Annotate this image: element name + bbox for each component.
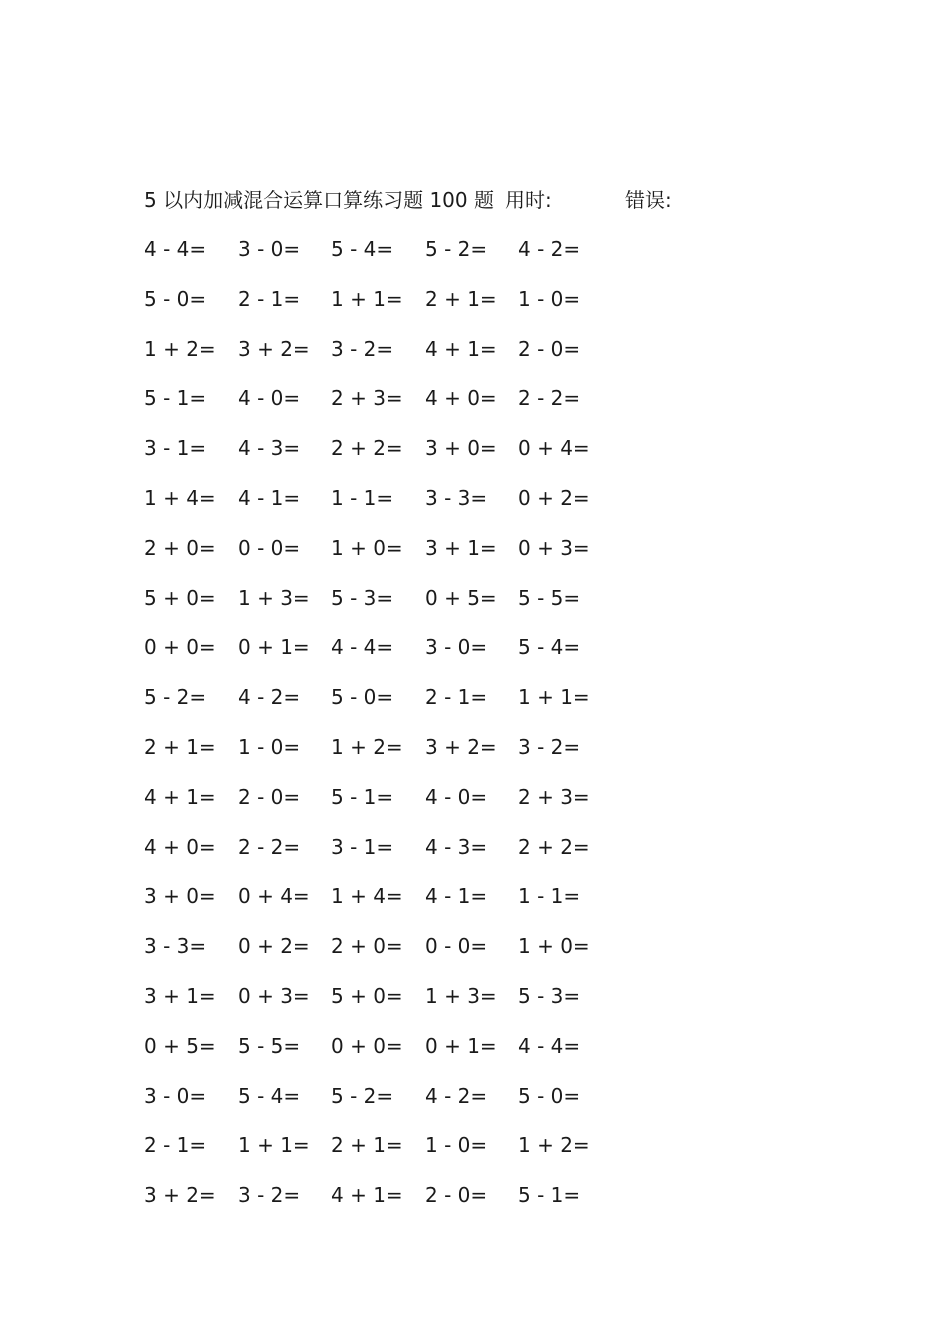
arithmetic-problem: 1 + 1= [518,685,590,710]
arithmetic-problem: 1 - 0= [518,286,581,311]
arithmetic-problem: 2 - 0= [518,336,581,361]
arithmetic-problem: 3 - 1= [331,834,394,859]
arithmetic-problem: 4 - 3= [238,436,301,461]
arithmetic-problem: 0 - 0= [238,535,301,560]
arithmetic-problem: 2 - 1= [238,286,301,311]
arithmetic-problem: 3 - 0= [238,237,301,261]
arithmetic-problem: 1 + 2= [331,734,403,759]
arithmetic-problem: 0 + 5= [144,1033,216,1058]
arithmetic-problem: 0 + 1= [238,635,310,660]
problem-row [144,630,664,680]
arithmetic-problem: 5 - 1= [518,1183,581,1208]
arithmetic-problem: 3 - 0= [144,1083,207,1108]
arithmetic-problem: 1 + 2= [144,336,216,361]
arithmetic-problem: 5 - 0= [518,1083,581,1108]
problem-row [144,232,664,282]
arithmetic-problem: 2 + 1= [331,1133,403,1158]
problem-row [144,481,664,531]
problem-row [144,1079,664,1129]
arithmetic-problem: 2 + 2= [518,834,590,859]
time-label: 用时: [505,188,552,212]
errors-label: 错误: [625,188,672,212]
arithmetic-problem: 1 + 1= [238,1133,310,1158]
arithmetic-problem: 3 - 3= [144,934,207,959]
arithmetic-problem: 0 + 0= [144,635,216,660]
arithmetic-problem: 1 - 1= [331,485,394,510]
arithmetic-problem: 4 - 0= [425,784,488,809]
arithmetic-problem: 5 - 5= [518,585,581,610]
arithmetic-problem: 3 + 0= [144,884,216,909]
arithmetic-problem: 3 + 0= [425,436,497,461]
arithmetic-problem: 3 + 2= [238,336,310,361]
arithmetic-problem: 2 - 0= [238,784,301,809]
arithmetic-problem: 2 + 0= [331,934,403,959]
arithmetic-problem: 5 - 4= [518,635,581,660]
arithmetic-problem: 5 + 0= [331,983,403,1008]
arithmetic-problem: 2 - 1= [425,685,488,710]
arithmetic-problem: 4 + 0= [425,386,497,411]
arithmetic-problem: 1 + 1= [331,286,403,311]
arithmetic-problem: 3 - 2= [518,734,581,759]
arithmetic-problem: 5 - 1= [144,386,207,411]
arithmetic-problem: 5 - 1= [331,784,394,809]
arithmetic-problem: 3 - 2= [331,336,394,361]
arithmetic-problem: 5 - 2= [144,685,207,710]
arithmetic-problem: 5 + 0= [144,585,216,610]
arithmetic-problem: 5 - 5= [238,1033,301,1058]
arithmetic-problem: 3 + 2= [425,734,497,759]
arithmetic-problem: 0 + 3= [518,535,590,560]
arithmetic-problem: 3 - 1= [144,436,207,461]
arithmetic-problem: 2 + 1= [144,734,216,759]
arithmetic-problem: 2 - 2= [238,834,301,859]
arithmetic-problem: 3 - 2= [238,1183,301,1208]
arithmetic-problem: 1 + 0= [518,934,590,959]
arithmetic-problem: 1 + 3= [238,585,310,610]
arithmetic-problem: 4 - 4= [144,237,207,261]
arithmetic-problem: 5 - 0= [331,685,394,710]
arithmetic-problem: 0 + 0= [331,1033,403,1058]
arithmetic-problem: 5 - 3= [518,983,581,1008]
arithmetic-problem: 1 - 0= [425,1133,488,1158]
arithmetic-problem: 5 - 2= [425,237,488,261]
problem-row [144,780,664,830]
arithmetic-problem: 4 - 3= [425,834,488,859]
arithmetic-problem: 2 - 1= [144,1133,207,1158]
problem-row [144,680,664,730]
problem-row [144,979,664,1029]
arithmetic-problem: 5 - 0= [144,286,207,311]
problem-row [144,830,664,880]
arithmetic-problem: 2 - 2= [518,386,581,411]
arithmetic-problem: 1 - 0= [238,734,301,759]
arithmetic-problem: 0 + 4= [518,436,590,461]
arithmetic-problem: 1 + 4= [331,884,403,909]
worksheet-header [144,184,844,216]
arithmetic-problem: 1 - 1= [518,884,581,909]
arithmetic-problem: 4 - 2= [518,237,581,261]
problem-grid [144,232,664,1228]
arithmetic-problem: 1 + 0= [331,535,403,560]
arithmetic-problem: 1 + 4= [144,485,216,510]
arithmetic-problem: 4 + 1= [331,1183,403,1208]
arithmetic-problem: 4 + 1= [425,336,497,361]
arithmetic-problem: 3 - 3= [425,485,488,510]
arithmetic-problem: 5 - 2= [331,1083,394,1108]
arithmetic-problem: 3 + 1= [144,983,216,1008]
arithmetic-problem: 3 + 1= [425,535,497,560]
arithmetic-problem: 5 - 3= [331,585,394,610]
arithmetic-problem: 4 - 2= [425,1083,488,1108]
problem-row [144,929,664,979]
arithmetic-problem: 0 + 5= [425,585,497,610]
arithmetic-problem: 4 - 2= [238,685,301,710]
arithmetic-problem: 2 + 3= [331,386,403,411]
arithmetic-problem: 0 + 2= [518,485,590,510]
arithmetic-problem: 2 + 2= [331,436,403,461]
arithmetic-problem: 2 + 1= [425,286,497,311]
problem-row [144,282,664,332]
problem-row [144,531,664,581]
problem-row [144,1178,664,1228]
arithmetic-problem: 0 + 1= [425,1033,497,1058]
arithmetic-problem: 4 - 1= [425,884,488,909]
arithmetic-problem: 0 - 0= [425,934,488,959]
problem-row [144,1128,664,1178]
problem-row [144,730,664,780]
arithmetic-problem: 4 - 4= [331,635,394,660]
arithmetic-problem: 2 - 0= [425,1183,488,1208]
arithmetic-problem: 3 - 0= [425,635,488,660]
arithmetic-problem: 4 - 4= [518,1033,581,1058]
problem-row [144,431,664,481]
arithmetic-problem: 3 + 2= [144,1183,216,1208]
arithmetic-problem: 4 + 0= [144,834,216,859]
arithmetic-problem: 0 + 4= [238,884,310,909]
arithmetic-problem: 0 + 3= [238,983,310,1008]
problem-row [144,332,664,382]
arithmetic-problem: 4 + 1= [144,784,216,809]
arithmetic-problem: 5 - 4= [238,1083,301,1108]
arithmetic-problem: 1 + 3= [425,983,497,1008]
arithmetic-problem: 0 + 2= [238,934,310,959]
arithmetic-problem: 2 + 3= [518,784,590,809]
arithmetic-problem: 4 - 0= [238,386,301,411]
problem-row [144,381,664,431]
problem-row [144,1029,664,1079]
arithmetic-problem: 1 + 2= [518,1133,590,1158]
arithmetic-problem: 4 - 1= [238,485,301,510]
arithmetic-problem: 5 - 4= [331,237,394,261]
problem-row [144,581,664,631]
arithmetic-problem: 2 + 0= [144,535,216,560]
problem-row [144,879,664,929]
worksheet-title: 5 以内加减混合运算口算练习题 100 题 [144,188,494,212]
